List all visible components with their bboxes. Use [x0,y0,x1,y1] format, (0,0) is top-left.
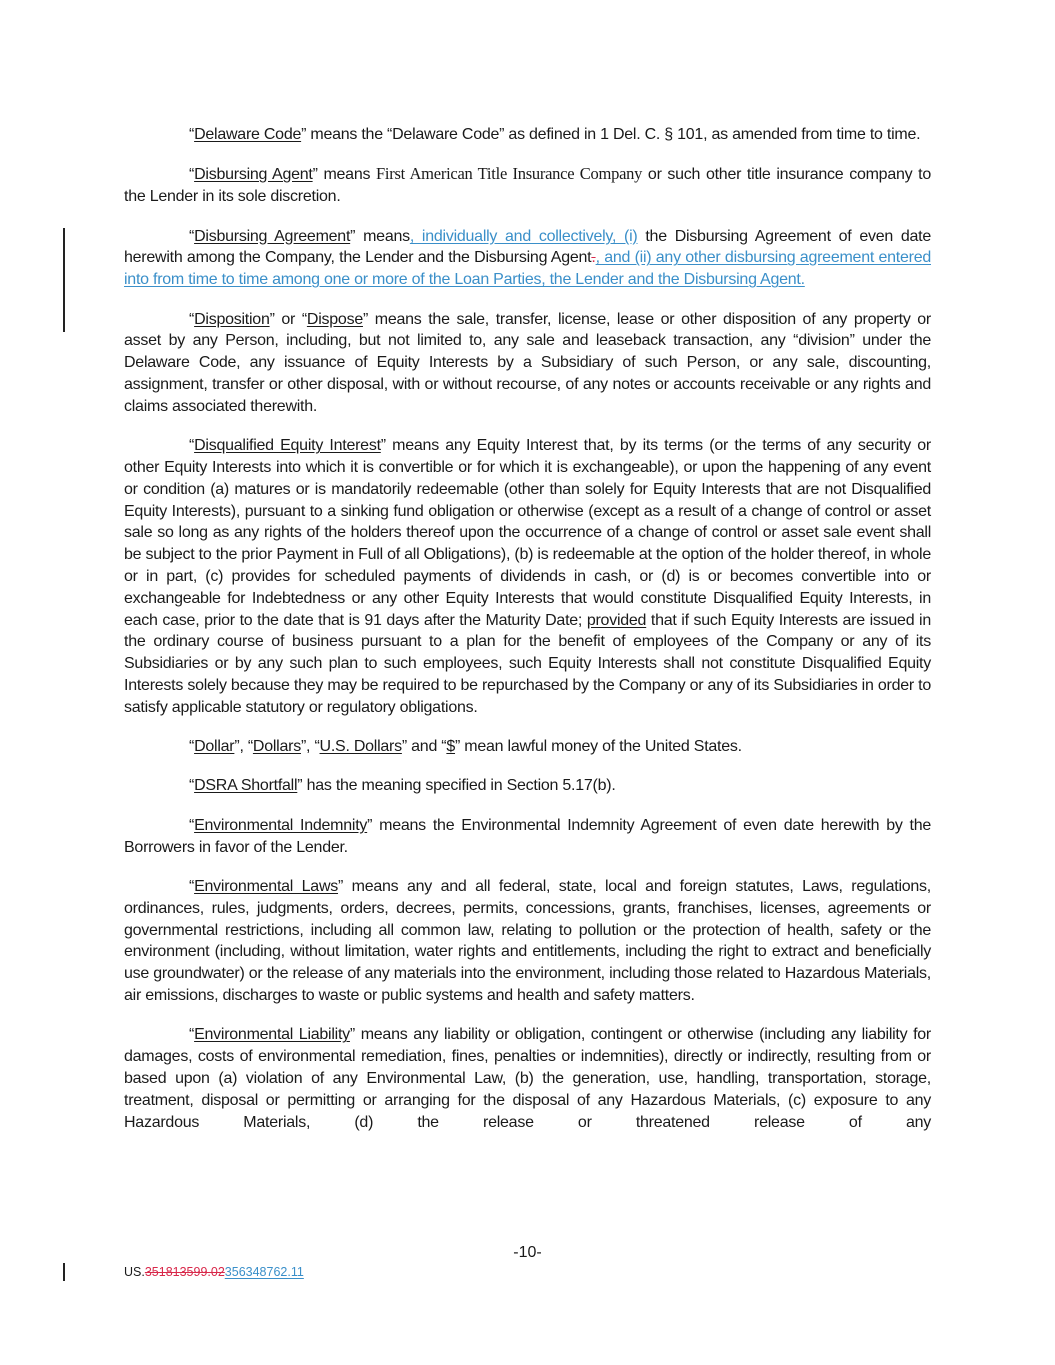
open-quote: “ [189,1026,195,1044]
open-quote: “ [189,437,195,455]
defined-term: Dollars [252,738,301,756]
doc-id-prefix: US. [124,1265,145,1279]
definition-environmental-indemnity [124,815,931,859]
definition-text: ” means any and all federal, state, local and foreign statutes, Laws, regulations, ordinances, rules, judgments, orders, decrees, permits, concessions, grants, franchises, licenses, agreements or governmental restrictions, including all common law, relating to pollution or the protection of health, safety or the environment (including, without limitation, water rights and entitlements, including the right to extract and beneficially use groundwater) or the release of any materials into the environment, including those related to Hazardous Materials, air emissions, discharges to waste or public systems and health and safety matters. [124,878,931,1005]
definition-text: ” mean lawful money of the United States. [455,738,742,756]
tracked-insertion: , and (ii) any other disbursing agreement entered into from time to time among one or more of the Loan Parties, the Lender and the Disbursing Agent. [124,249,931,289]
definition-text: ” means [350,227,410,245]
defined-term: U.S. Dollars [319,738,402,756]
page-number: -10- [513,1244,542,1261]
change-bar-footer [63,1263,65,1281]
definition-text: ” means the “Delaware Code” as defined in 1 Del. C. § 101, as amended from time to time. [301,126,921,143]
definition-text: or such other title insurance company to the Lender in its sole discretion. [124,166,931,206]
defined-term: Dispose [306,310,363,328]
doc-id-inserted: 356348762.11 [224,1265,304,1279]
definition-delaware-code [124,124,931,146]
definition-disqualified-equity-interest [124,435,931,718]
definition-text: ” has the meaning specified in Section 5.17(b). [297,777,616,795]
definition-text: ” means [312,166,376,184]
defined-term: Delaware Code [194,126,302,143]
definition-text: ” means any Equity Interest that, by its terms (or the terms of any security or other Equity Interests into which it is convertible or for which it is exchangeable), or upon the happening of any event or condition (a) matures or is mandatorily redeemable (other than solely for Equity Interests that are not Disqualified Equity Interests), pursuant to a sinking fund obligation or otherwise (except as a result of a change of control or asset sale so long as any rights of the holders thereof upon the occurrence of a change of control or asset sale event shall be subject to the prior Payment in Full of all Obligations), (b) is redeemable at the option of the holder thereof, in whole or in part, (c) provides for scheduled payments of dividends in cash, or (d) is or becomes convertible into or exchangeable for Indebtedness or any other Equity Interests that would constitute Disqualified Equity Interests, in each case, prior to the date that is 91 days after the Maturity Date; [124,437,931,629]
definition-environmental-laws [124,876,931,1007]
defined-term: Disbursing Agent [194,166,313,184]
open-quote: “ [189,738,195,756]
provided-term: provided [586,611,647,629]
open-quote: “ [189,227,195,245]
defined-term: Disposition [194,310,270,328]
change-bar [63,228,65,332]
open-quote: “ [189,310,195,328]
definition-text: ” means the Environmental Indemnity Agreement of even date herewith by the Borrowers in favor of the Lender. [124,816,932,856]
doc-id-deleted: 351813599.02 [144,1265,225,1279]
defined-term: Disqualified Equity Interest [194,437,381,455]
defined-term: $ [446,738,456,756]
open-quote: “ [189,777,195,795]
definition-text: the Disbursing Agreement of even date herewith among the Company, the Lender and the Disbursing Agent [124,227,931,267]
tracked-insertion: , individually and collectively, (i) [409,227,638,245]
separator: ”, “ [234,738,253,756]
open-quote: “ [189,878,195,896]
connector-text: ” or “ [269,310,307,328]
defined-term: DSRA Shortfall [194,777,298,795]
document-id [124,1265,304,1279]
definition-dsra-shortfall [124,775,931,797]
definition-disposition [124,309,931,418]
definition-text: that if such Equity Interests are issued in the ordinary course of business pursuant to a plan for the benefit of employees of the Company or any of its Subsidiaries or by any such plan to such employees, such Equity Interests shall not constitute Disqualified Equity Interests solely because they may be required to be repurchased by the Company or any of its Subsidiaries in order to satisfy applicable statutory or regulatory obligations. [124,611,932,716]
definition-text: ” means any liability or obligation, contingent or otherwise (including any liability for damages, costs of environmental remediation, fines, penalties or indemnities), directly or indirectly, resulting from or based upon (a) violation of any Environmental Law, (b) the generation, use, handling, transportation, storage, treatment, disposal or permitting or arranging for the disposal of any Hazardous Materials, (c) exposure to any Hazardous Materials, (d) the release or threatened release of any [124,1026,932,1131]
defined-term: Dollar [194,738,235,756]
definition-dollar [124,736,931,758]
defined-term: Disbursing Agreement [194,227,351,245]
open-quote: “ [189,816,195,834]
definition-text: ” means the sale, transfer, license, lease or other disposition of any property or asset by any Person, including, but not limited to, any sale and leaseback transaction, any “division” under the Delaware Code, any issuance of Equity Interests by a Subsidiary of such Person, or any sale, discounting, assignment, transfer or other disposal, with or without recourse, of any notes or accounts receivable or any rights and claims associated therewith. [124,310,932,415]
definition-disbursing-agreement [124,226,931,291]
tracked-deletion: . [591,249,596,267]
open-quote: “ [189,166,195,184]
open-quote: “ [189,126,195,143]
defined-term: Environmental Indemnity [194,816,368,834]
definition-environmental-liability [124,1024,931,1133]
separator: ” and “ [401,738,447,756]
definition-disbursing-agent [124,163,931,208]
defined-term: Environmental Laws [194,878,339,896]
definition-text-serif: First American Title Insurance Company [375,164,643,184]
document-page [124,124,931,1151]
defined-term: Environmental Liability [194,1026,350,1044]
separator: ”, “ [300,738,320,756]
